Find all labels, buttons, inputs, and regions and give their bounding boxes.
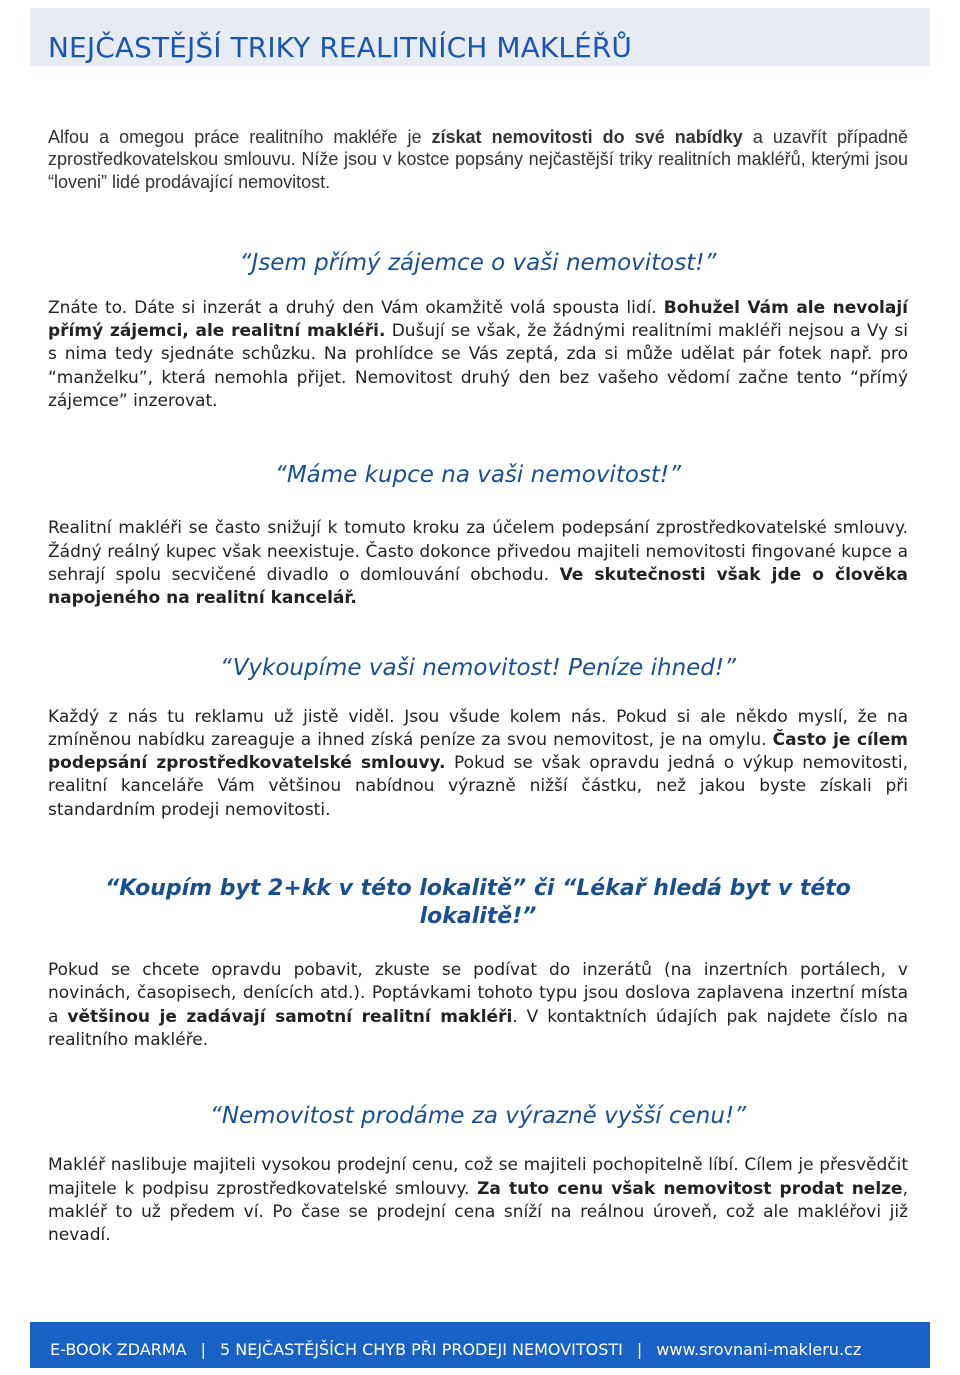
intro-text-2: a uzavřít případně zprostředkovatelskou smlouvu. Níže jsou v kostce popsány nejčastější triky realitních makléřů, kterými jsou “loveni” lidé prodávající nemovitost.	[48, 127, 909, 192]
section-text: Realitní makléři se často snižují k tomuto kroku za účelem podepsání zprostředkovatelské smlouvy. Žádný reálný kupec však neexistuje. Často dokonce přivedou majiteli nemovitosti fingované kupce a sehrají spolu secvičené divadlo o domlouvání obchodu.	[48, 518, 908, 585]
section-paragraph-buyout	[48, 706, 908, 822]
section-paragraph-higher-price	[48, 1154, 908, 1247]
section-bold-text: Ve skutečnosti však jde o člověka napojeného na realitní kancelář.	[48, 564, 908, 609]
section-text: Znáte to. Dáte si inzerát a druhý den Vám okamžitě volá spousta lidí.	[48, 297, 664, 318]
section-text: , makléř to už předem ví. Po čase se prodejní cena sníží na reálnou úroveň, což ale makléřovi již nevadí.	[48, 1178, 908, 1246]
section-heading-have-buyer: “Máme kupce na vaši nemovitost!”	[274, 462, 682, 489]
section-heading-flat-wanted: “Koupím byt 2+kk v této lokalitě” či “Lékař hledá byt v této lokalitě!”	[105, 876, 851, 930]
section-paragraph-direct-buyer	[48, 297, 908, 413]
page-title: NEJČASTĚJŠÍ TRIKY REALITNÍCH MAKLÉŘŮ	[48, 31, 633, 64]
section-heading-buyout: “Vykoupíme vaši nemovitost! Peníze ihned!”	[219, 654, 737, 681]
footer-ebook-title: 5 NEJČASTĚJŠÍCH CHYB PŘI PRODEJI NEMOVITOSTI	[219, 1340, 623, 1359]
section-text: Makléř naslibuje majiteli vysokou prodejní cenu, což se majiteli pochopitelně líbí. Cílem je přesvědčit majitele k podpisu zprostředkovatelské smlouvy.	[48, 1155, 908, 1199]
section-text: Každý z nás tu reklamu už jistě viděl. Jsou všude kolem nás. Pokud si ale někdo myslí, že na zmíněnou nabídku zareaguje a ihned získá peníze za svou nemovitost, je na omylu.	[48, 706, 908, 750]
document-body	[48, 126, 908, 1247]
footer-website-link[interactable]: www.srovnani-makleru.cz	[656, 1340, 862, 1359]
section-bold-text: Často je cílem podepsání zprostředkovatelské smlouvy.	[48, 729, 908, 774]
section-paragraph-have-buyer	[48, 517, 908, 610]
section-bold-text: Bohužel Vám ale nevolají přímý zájemci, ale realitní makléři.	[48, 297, 909, 342]
section-text: Pokud se však opravdu jedná o výkup nemovitosti, realitní kanceláře Vám většinou nabídnou výrazně nižší částku, než jakou byste získali při standardním prodeji nemovitosti.	[48, 753, 909, 820]
section-text: Pokud se chcete opravdu pobavit, zkuste se podívat do inzerátů (na inzertních portálech, v novinách, časopisech, denících atd.). Poptávkami tohoto typu jsou doslova zaplavena inzertní místa a	[48, 960, 908, 1027]
footer-separator: |	[636, 1340, 643, 1359]
section-heading-higher-price: “Nemovitost prodáme za výrazně vyšší cenu!”	[209, 1103, 747, 1130]
intro-bold: získat nemovitosti do své nabídky	[431, 127, 743, 147]
page-footer	[30, 1322, 930, 1368]
intro-paragraph	[48, 126, 908, 193]
section-bold-text: Za tuto cenu však nemovitost prodat nelze	[477, 1178, 903, 1199]
section-text: . V kontaktních údajích pak najdete číslo na realitního makléře.	[48, 1006, 909, 1050]
page-header	[30, 8, 930, 66]
section-heading-direct-buyer: “Jsem přímý zájemce o vaši nemovitost!”	[239, 249, 717, 276]
section-text: Dušují se však, že žádnými realitními makléři nejsou a Vy si s nima tedy sjednáte schůzku. Na prohlídce se Vás zeptá, zda si může udělat pár fotek např. pro “manželku”, která nemohla přijet. Nemovitost druhý den bez vašeho vědomí začne tento “přímý zájemce” inzerovat.	[48, 321, 908, 412]
footer-separator: |	[200, 1340, 206, 1359]
footer-ebook-label: E-BOOK ZDARMA	[50, 1340, 187, 1359]
section-paragraph-flat-wanted	[48, 959, 908, 1052]
intro-text-1: Alfou a omegou práce realitního makléře je	[48, 127, 432, 147]
section-bold-text: většinou je zadávají samotní realitní makléři	[67, 1006, 513, 1027]
